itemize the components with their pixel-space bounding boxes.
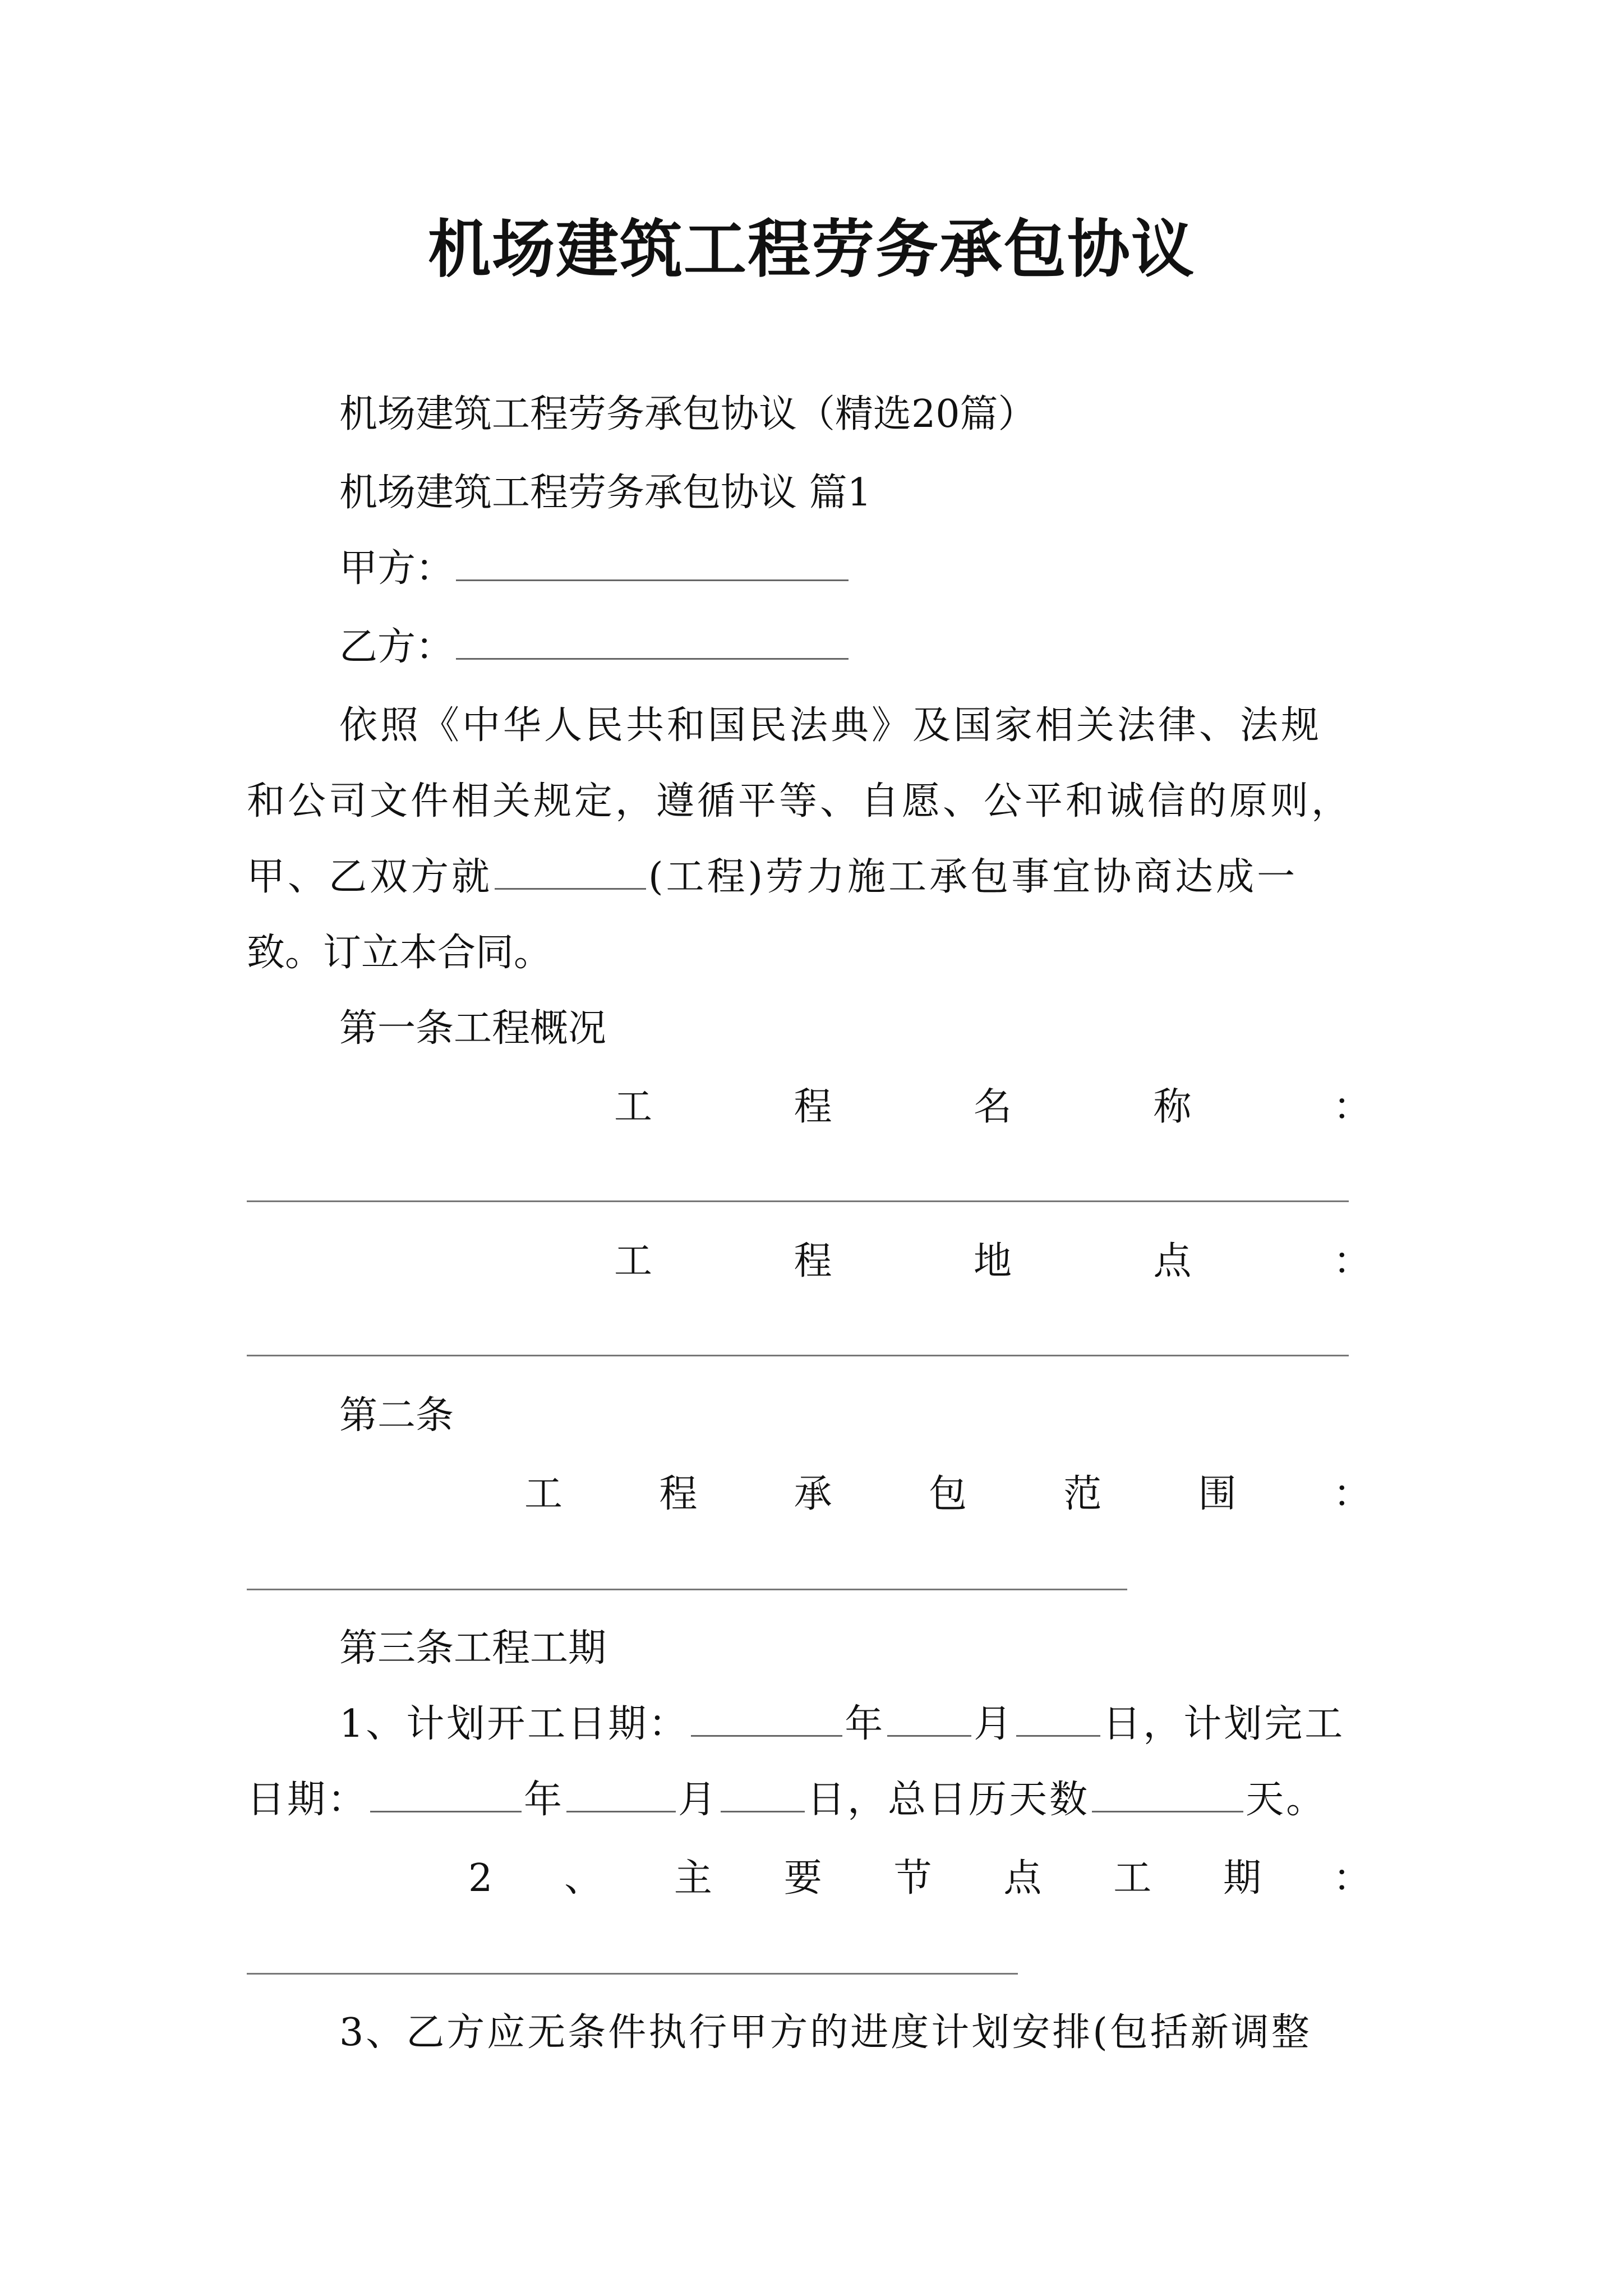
scope-blank (247, 1589, 1127, 1590)
item-text: 日期： (247, 1778, 368, 1822)
item-text: 1、计划开工日期： (339, 1702, 689, 1746)
section-heading: 机场建筑工程劳务承包协议 篇1 (339, 471, 872, 515)
item-text: 月 (678, 1778, 719, 1822)
party-b-blank (456, 654, 849, 660)
party-a-label: 甲方： (339, 546, 454, 591)
project-location-blank (247, 1355, 1349, 1356)
project-blank (495, 884, 646, 890)
item-3-line: 3、乙方应无条件执行甲方的进度计划安排(包括新调整 (339, 2010, 1312, 2055)
party-a-blank (456, 575, 849, 581)
project-location-label (614, 1239, 1371, 1283)
label-char: 程 (659, 1472, 698, 1516)
label-char: 工 (524, 1472, 563, 1516)
item-text: 天。 (1246, 1778, 1327, 1822)
label-char: 范 (1063, 1472, 1102, 1516)
label-char: 程 (794, 1085, 832, 1129)
scope-label (524, 1472, 1371, 1516)
item-1-line (339, 1702, 1345, 1746)
label-char: ： (1332, 1085, 1371, 1129)
paragraph-text: 甲、乙双方就 (247, 855, 493, 899)
party-a-line (339, 546, 851, 591)
paragraph-line: 和公司文件相关规定，遵循平等、自愿、公平和诚信的原则， (247, 779, 1353, 823)
label-char: 承 (794, 1472, 832, 1516)
paragraph-line: 依照《中华人民共和国民法典》及国家相关法律、法规 (339, 703, 1322, 748)
project-name-label (614, 1085, 1371, 1129)
date-blank (1016, 1731, 1100, 1737)
project-name-blank (247, 1200, 1349, 1202)
label-char: 地 (973, 1239, 1012, 1283)
label-char: 主 (674, 1856, 712, 1901)
date-blank (370, 1806, 522, 1812)
label-char: 程 (794, 1239, 832, 1283)
party-b-label: 乙方： (339, 625, 454, 669)
label-char: ： (1332, 1472, 1371, 1516)
label-char: 工 (614, 1239, 653, 1283)
article-2-heading: 第二条 (339, 1393, 454, 1438)
item-text: 年 (524, 1778, 565, 1822)
item-text: 年 (845, 1702, 886, 1746)
paragraph-line: 致。订立本合同。 (247, 931, 552, 975)
label-char: ： (1332, 1856, 1371, 1901)
date-blank (566, 1806, 676, 1812)
item-2-blank (247, 1973, 1018, 1975)
label-char: 点 (1003, 1856, 1042, 1901)
item-text: 日，计划完工 (1103, 1702, 1345, 1746)
party-b-line (339, 625, 851, 669)
item-text: 日，总日历天数 (807, 1778, 1090, 1822)
label-char: 称 (1153, 1085, 1192, 1129)
days-blank (1092, 1806, 1243, 1812)
label-char: 、 (564, 1856, 603, 1901)
date-blank (691, 1731, 842, 1737)
item-text: 月 (974, 1702, 1015, 1746)
label-char: 工 (614, 1085, 653, 1129)
paragraph-line (247, 855, 1298, 899)
label-char: 包 (928, 1472, 967, 1516)
date-blank (721, 1806, 805, 1812)
label-char: 期 (1223, 1856, 1262, 1901)
label-char: 名 (973, 1085, 1012, 1129)
label-char: 点 (1153, 1239, 1192, 1283)
article-3-heading: 第三条工程工期 (339, 1626, 607, 1671)
label-char: 2 (468, 1856, 493, 1901)
label-char: 要 (783, 1856, 822, 1901)
date-blank (887, 1731, 971, 1737)
document-title: 机场建筑工程劳务承包协议 (428, 213, 1195, 286)
document-subtitle: 机场建筑工程劳务承包协议（精选20篇） (339, 392, 1036, 436)
item-1-line-2 (247, 1778, 1327, 1822)
label-char: 节 (893, 1856, 932, 1901)
label-char: 围 (1198, 1472, 1237, 1516)
label-char: 工 (1113, 1856, 1152, 1901)
item-2-label (468, 1856, 1371, 1901)
paragraph-text: (工程)劳力施工承包事宜协商达成一 (648, 855, 1298, 899)
label-char: ： (1332, 1239, 1371, 1283)
article-1-heading: 第一条工程概况 (339, 1006, 607, 1051)
